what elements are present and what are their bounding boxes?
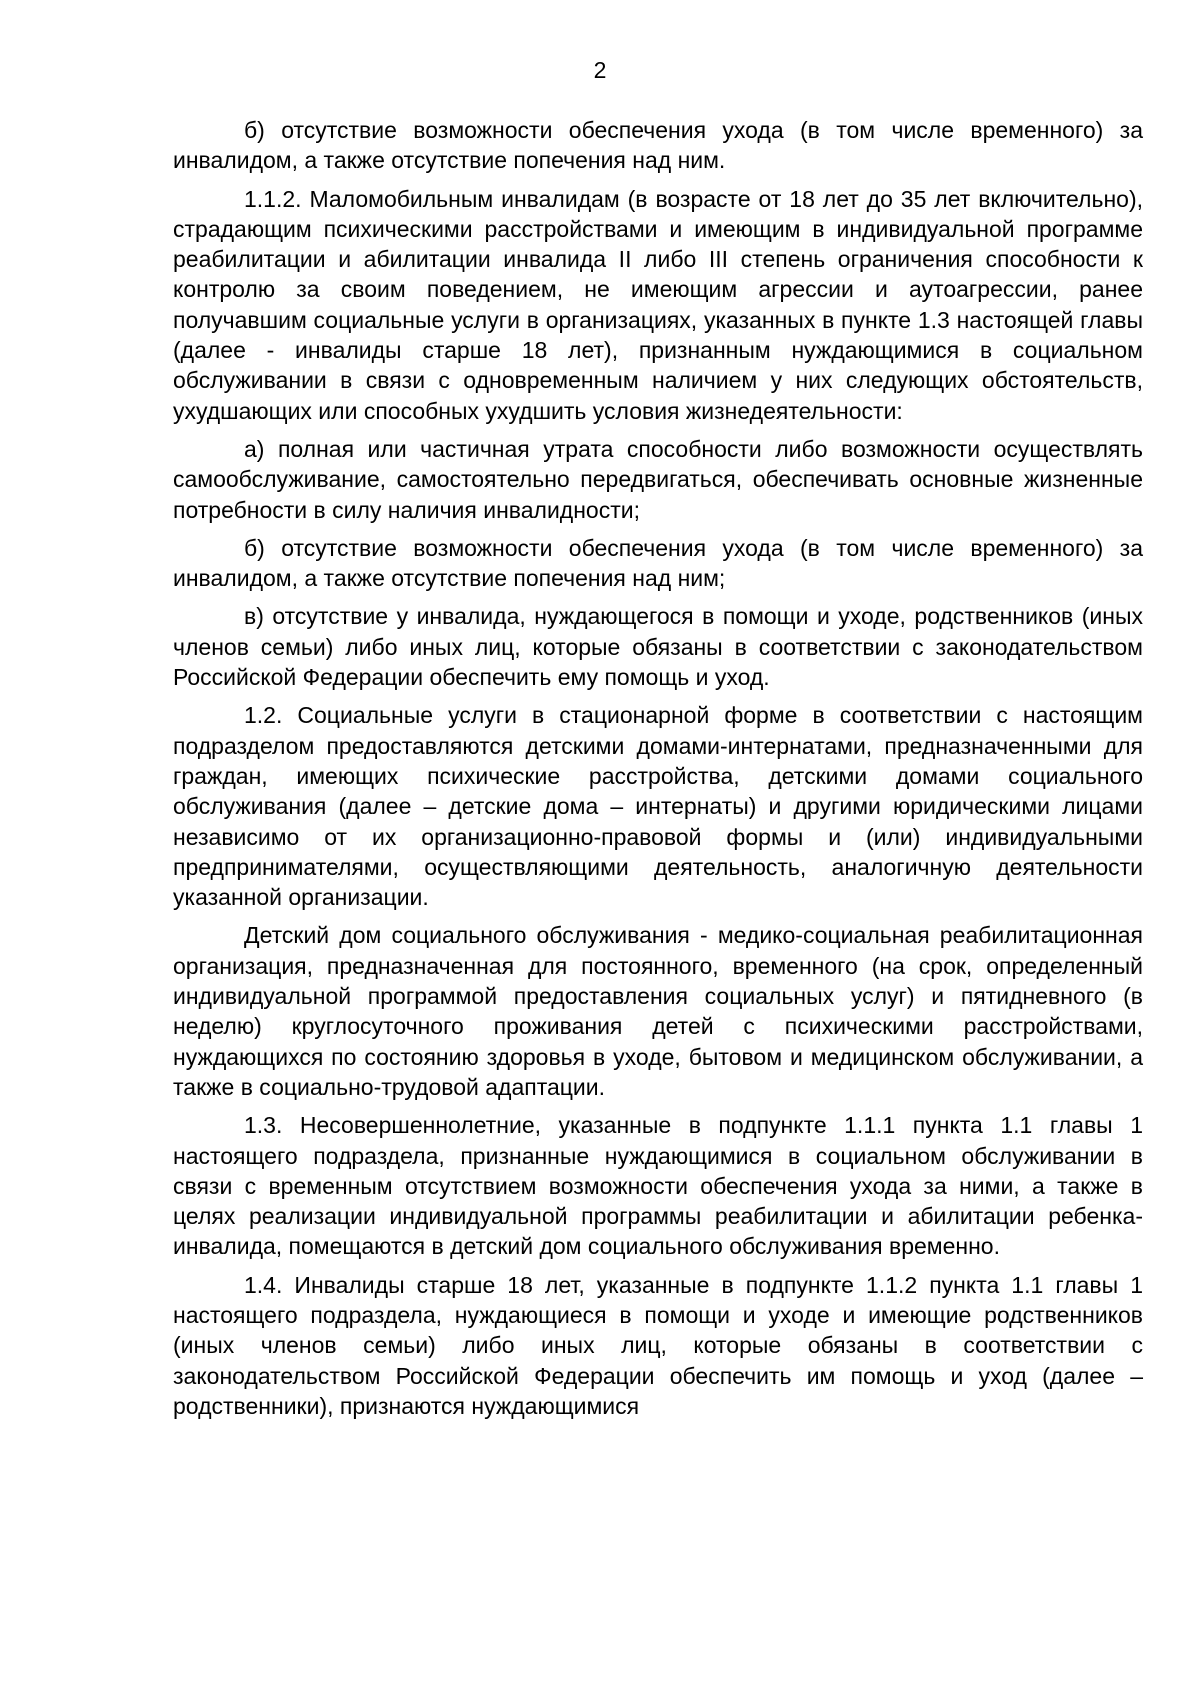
paragraph-children-home-definition: Детский дом социального обслуживания - медико-социальная реабилитационная организация, предназначенная для постоянного, временного (на срок, определенный индивидуальной программой предоставления социальных услуг) и пятидневного (в неделю) круглосуточного проживания детей с психическими расстройствами, нуждающихся по состоянию здоровья в уходе, бытовом и медицинском обслуживании, а также в социально-трудовой адаптации. xyxy=(173,922,1143,1100)
paragraph-b-care-absence: б) отсутствие возможности обеспечения ухода (в том числе временного) за инвалидом, а также отсутствие попечения над ним. xyxy=(173,117,1143,174)
paragraph-1-1-2: 1.1.2. Маломобильным инвалидам (в возрасте от 18 лет до 35 лет включительно), страдающим психическими расстройствами и имеющим в индивидуальной программе реабилитации и абилитации инвалида II либо III степень ограничения способности к контролю за своим поведением, не имеющим агрессии и аутоагрессии, ранее получавшим социальные услуги в организациях, указанных в пункте 1.3 настоящей главы (далее - инвалиды старше 18 лет), признанным нуждающимися в социальном обслуживании в связи с одновременным наличием у них следующих обстоятельств, ухудшающих или способных ухудшить условия жизнедеятельности: xyxy=(173,185,1143,424)
paragraph-v-no-relatives: в) отсутствие у инвалида, нуждающегося в помощи и уходе, родственников (иных членов семьи) либо иных лиц, которые обязаны в соответствии с законодательством Российской Федерации обеспечить ему помощь и уход. xyxy=(173,603,1143,691)
page-number: 2 xyxy=(593,57,607,83)
paragraph-b-no-care: б) отсутствие возможности обеспечения ухода (в том числе временного) за инвалидом, а также отсутствие попечения над ним; xyxy=(173,534,1143,592)
paragraph-a-loss-of-ability: а) полная или частичная утрата способности либо возможности осуществлять самообслуживание, самостоятельно передвигаться, обеспечивать основные жизненные потребности в силу наличия инвалидности; xyxy=(173,435,1143,523)
paragraph-1-2: 1.2. Социальные услуги в стационарной форме в соответствии с настоящим подразделом предоставляются детскими домами-интернатами, предназначенными для граждан, имеющих психические расстройства, детскими домами социального обслуживания (далее – детские дома – интернаты) и другими юридическими лицами независимо от их организационно-правовой формы и (или) индивидуальными предпринимателями, осуществляющими деятельность, аналогичную деятельности указанной организации. xyxy=(173,702,1143,911)
paragraph-1-3: 1.3. Несовершеннолетние, указанные в подпункте 1.1.1 пункта 1.1 главы 1 настоящего подраздела, признанные нуждающимися в социальном обслуживании в связи с временным отсутствием возможности обеспечения ухода за ними, а также в целях реализации индивидуальной программы реабилитации и абилитации ребенка-инвалида, помещаются в детский дом социального обслуживания временно. xyxy=(173,1112,1143,1260)
document-body xyxy=(173,115,1143,1429)
paragraph-1-4: 1.4. Инвалиды старше 18 лет, указанные в подпункте 1.1.2 пункта 1.1 главы 1 настоящего подраздела, нуждающиеся в помощи и уходе и имеющие родственников (иных членов семьи) либо иных лиц, которые обязаны в соответствии с законодательством Российской Федерации обеспечить им помощь и уход (далее – родственники), признаются нуждающимися xyxy=(173,1271,1143,1419)
